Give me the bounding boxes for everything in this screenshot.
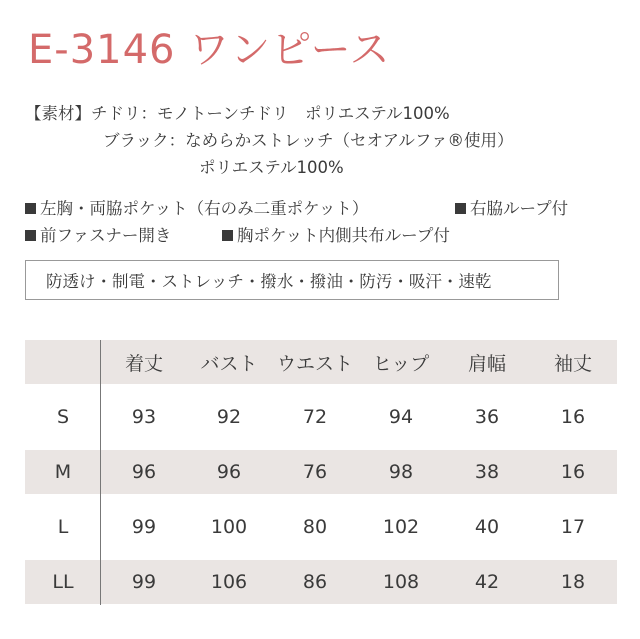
table-row <box>25 560 617 604</box>
value-cell: 98 <box>388 461 414 483</box>
value-cell: 92 <box>216 406 242 428</box>
value-cell: 106 <box>210 571 248 593</box>
square-bullet-icon <box>25 203 36 214</box>
header-cell <box>33 340 93 384</box>
properties-text: 防透け・制電・ストレッチ・撥水・撥油・防汚・吸汗・速乾 <box>46 272 492 291</box>
square-bullet-icon <box>25 230 36 241</box>
material-line-1: 【素材】チドリ：モノトーンチドリ ポリエステル100% <box>25 104 450 123</box>
value-cell: 108 <box>382 571 420 593</box>
value-cell: 16 <box>560 406 586 428</box>
feature-item: 左胸・両脇ポケット（右のみ二重ポケット） <box>25 201 368 218</box>
header-cell: 肩幅 <box>467 352 506 375</box>
table-divider <box>100 340 101 605</box>
value-cell: 86 <box>302 571 328 593</box>
table-row <box>25 395 617 439</box>
value-cell: 99 <box>131 571 157 593</box>
value-cell: 93 <box>131 406 157 428</box>
properties-box <box>25 260 559 300</box>
header-cell: 着丈 <box>124 352 163 375</box>
table-row <box>25 450 617 494</box>
header-cell: バスト <box>200 352 258 375</box>
value-cell: 96 <box>131 461 157 483</box>
value-cell: 99 <box>131 516 157 538</box>
header-cell: ウエスト <box>276 352 353 375</box>
feature-item: 前ファスナー開き <box>25 228 171 245</box>
material-line-3: ポリエステル100% <box>199 158 344 177</box>
value-cell: 36 <box>474 406 500 428</box>
value-cell: 40 <box>474 516 500 538</box>
value-cell: 38 <box>474 461 500 483</box>
value-cell: 76 <box>302 461 328 483</box>
feature-item: 右脇ループ付 <box>455 201 568 218</box>
size-label-cell: L <box>57 516 69 538</box>
value-cell: 96 <box>216 461 242 483</box>
header-cell: ヒップ <box>372 352 430 375</box>
value-cell: 100 <box>210 516 248 538</box>
value-cell: 18 <box>560 571 586 593</box>
product-title: E-3146 ワンピース <box>28 27 391 73</box>
table-header-row <box>25 340 617 384</box>
value-cell: 94 <box>388 406 414 428</box>
value-cell: 42 <box>474 571 500 593</box>
square-bullet-icon <box>222 230 233 241</box>
table-row <box>25 505 617 549</box>
value-cell: 72 <box>302 406 328 428</box>
size-label-cell: S <box>56 406 70 428</box>
material-line-2: ブラック：なめらかストレッチ（セオアルファ®使用） <box>103 131 514 150</box>
size-label-cell: M <box>54 461 72 483</box>
value-cell: 17 <box>560 516 586 538</box>
value-cell: 102 <box>382 516 420 538</box>
header-cell: 袖丈 <box>553 352 592 375</box>
size-table <box>25 340 617 605</box>
value-cell: 16 <box>560 461 586 483</box>
size-label-cell: LL <box>52 571 74 593</box>
square-bullet-icon <box>455 203 466 214</box>
value-cell: 80 <box>302 516 328 538</box>
feature-item: 胸ポケット内側共布ループ付 <box>222 228 450 245</box>
